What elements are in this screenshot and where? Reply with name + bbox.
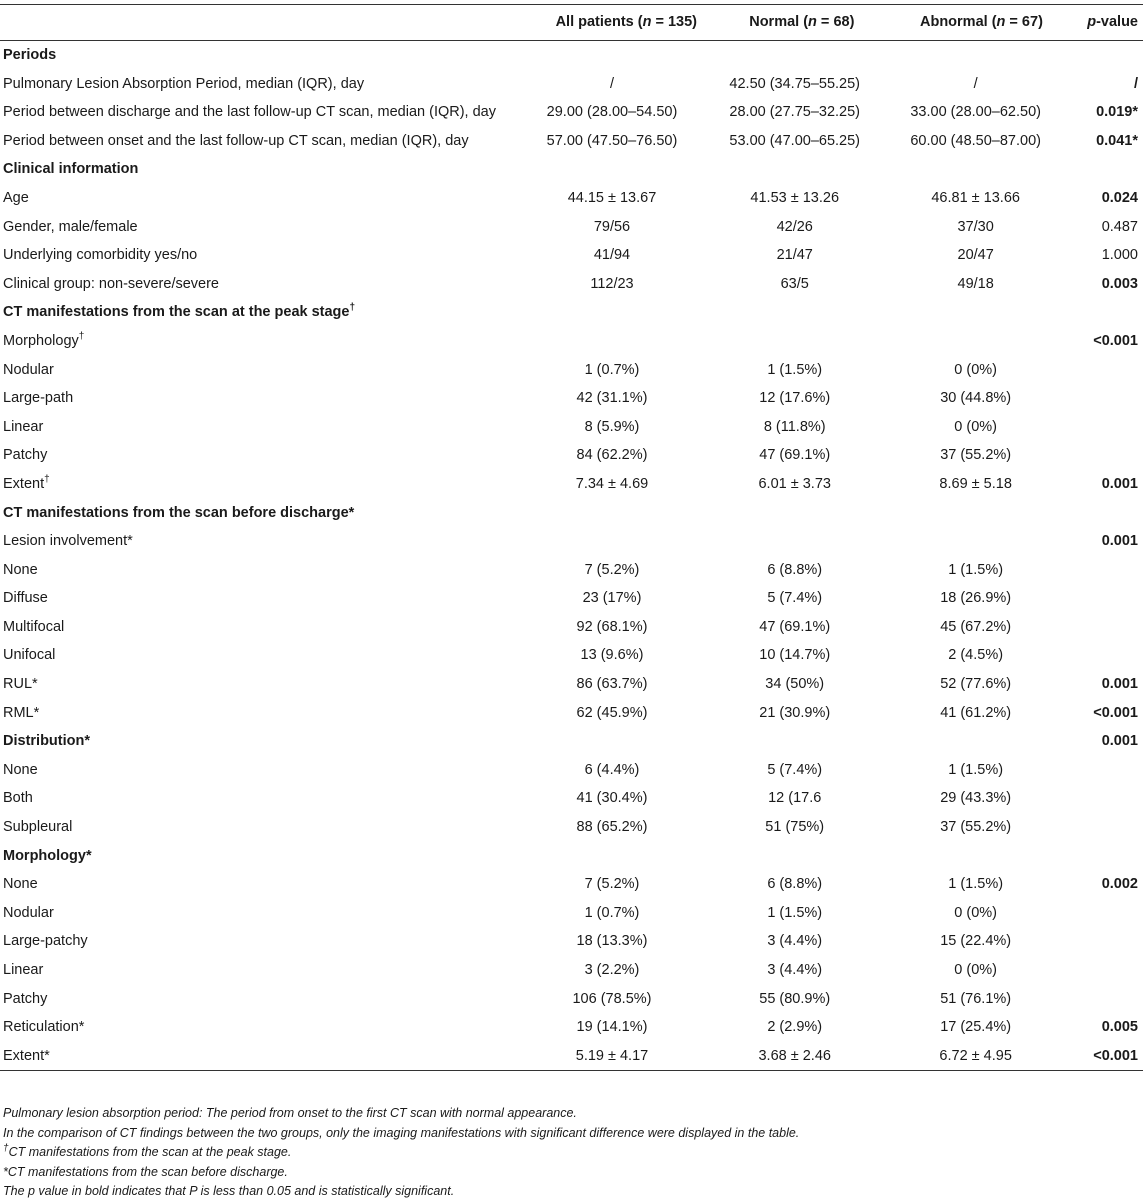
footnote: In the comparison of CT findings between the two groups, only the imaging manifestations with significant difference were displayed in the table. — [3, 1125, 800, 1140]
cell-normal: 21/47 — [776, 247, 813, 264]
table-row — [0, 699, 1143, 728]
cell-normal: 53.00 (47.00–65.25) — [729, 132, 861, 149]
results-table — [0, 4, 1143, 1071]
cell-all-patients: 62 (45.9%) — [576, 704, 648, 721]
cell-normal: 34 (50%) — [765, 676, 825, 693]
row-label: Large-patchy — [3, 933, 88, 950]
cell-abnormal: 37 (55.2%) — [940, 447, 1012, 464]
table-row — [0, 784, 1143, 813]
cell-abnormal: 0 (0%) — [954, 962, 998, 978]
table-row — [0, 184, 1143, 213]
header-cell-abnormal: Abnormal (n = 67) — [920, 14, 1043, 30]
cell-p-value — [1065, 356, 1143, 385]
cell-normal: 6.01 ± 3.73 — [758, 475, 831, 492]
cell-p-value — [1065, 985, 1143, 1014]
cell-abnormal — [886, 155, 1064, 184]
row-label: Nodular — [3, 361, 54, 378]
cell-normal — [703, 298, 886, 327]
cell-normal: 3 (4.4%) — [767, 962, 823, 978]
cell-all-patients: 5.19 ± 4.17 — [575, 1047, 649, 1064]
cell-abnormal: 8.69 ± 5.18 — [939, 475, 1012, 492]
cell-p-value: 0.001 — [1101, 733, 1138, 750]
cell-normal: 21 (30.9%) — [759, 704, 831, 721]
cell-all-patients: 18 (13.3%) — [576, 933, 648, 950]
row-label: Distribution* — [3, 733, 90, 750]
cell-all-patients: 1 (0.7%) — [584, 904, 640, 921]
cell-normal: 51 (75%) — [765, 819, 825, 836]
cell-normal: 63/5 — [780, 275, 809, 292]
table-row — [0, 241, 1143, 270]
cell-all-patients: 19 (14.1%) — [576, 1019, 648, 1036]
table-row — [0, 213, 1143, 242]
cell-normal — [703, 527, 886, 556]
cell-all-patients: / — [609, 75, 614, 92]
row-label: Patchy — [3, 990, 48, 1007]
cell-abnormal — [886, 727, 1064, 756]
header-cell-p-value: p-value — [1087, 14, 1138, 30]
cell-all-patients: 7 (5.2%) — [584, 561, 640, 578]
row-label: Period between discharge and the last follow-up CT scan, median (IQR), day — [3, 104, 496, 121]
table-row — [0, 127, 1143, 156]
cell-normal: 3.68 ± 2.46 — [758, 1047, 831, 1064]
row-label: Patchy — [3, 447, 48, 464]
cell-p-value: / — [1133, 75, 1138, 92]
cell-all-patients: 84 (62.2%) — [576, 447, 648, 464]
row-label: None — [3, 876, 38, 893]
cell-p-value: 0.041* — [1096, 132, 1138, 149]
section-row — [0, 298, 1143, 327]
row-label: Period between onset and the last follow-up CT scan, median (IQR), day — [3, 132, 469, 149]
cell-p-value: 0.001 — [1101, 533, 1138, 550]
cell-all-patients — [521, 298, 703, 327]
cell-abnormal: 60.00 (48.50–87.00) — [910, 132, 1041, 149]
cell-p-value — [1065, 613, 1143, 642]
section-row — [0, 41, 1143, 70]
cell-abnormal: 2 (4.5%) — [948, 647, 1004, 664]
row-label: Both — [3, 790, 33, 807]
cell-p-value: 0.019* — [1096, 104, 1138, 121]
cell-all-patients — [521, 155, 703, 184]
cell-abnormal — [886, 527, 1064, 556]
table-row — [0, 613, 1143, 642]
cell-p-value: 1.000 — [1101, 247, 1138, 264]
cell-all-patients: 41/94 — [593, 247, 631, 264]
row-label: None — [3, 561, 38, 578]
cell-abnormal — [886, 499, 1064, 528]
cell-p-value — [1065, 384, 1143, 413]
cell-p-value — [1065, 584, 1143, 613]
cell-normal: 2 (2.9%) — [767, 1019, 823, 1036]
row-label: Morphology* — [3, 847, 92, 864]
footnote: Pulmonary lesion absorption period: The period from onset to the first CT scan with normal appearance. — [3, 1106, 577, 1120]
cell-p-value — [1065, 499, 1143, 528]
table-row — [0, 641, 1143, 670]
cell-normal: 10 (14.7%) — [759, 647, 831, 664]
table-row — [0, 98, 1143, 127]
section-row — [0, 499, 1143, 528]
table-row — [0, 327, 1143, 356]
cell-normal: 1 (1.5%) — [767, 904, 823, 921]
row-label: CT manifestations from the scan at the peak stage† — [3, 302, 356, 321]
cell-p-value: 0.001 — [1101, 475, 1138, 492]
cell-p-value — [1065, 641, 1143, 670]
section-row — [0, 727, 1143, 756]
row-label: Underlying comorbidity yes/no — [3, 247, 198, 264]
row-label: Periods — [3, 47, 57, 63]
row-label: Large-path — [3, 390, 74, 407]
cell-all-patients: 44.15 ± 13.67 — [567, 189, 657, 206]
cell-p-value: <0.001 — [1093, 332, 1138, 349]
cell-normal: 41.53 ± 13.26 — [750, 189, 840, 206]
cell-abnormal: 33.00 (28.00–62.50) — [910, 104, 1041, 121]
footnote: The p value in bold indicates that P is less than 0.05 and is statistically significant. — [3, 1184, 455, 1199]
cell-all-patients: 112/23 — [590, 275, 634, 292]
cell-normal: 1 (1.5%) — [767, 361, 823, 378]
cell-abnormal: 1 (1.5%) — [948, 561, 1004, 578]
cell-p-value — [1065, 899, 1143, 928]
cell-abnormal: 37/30 — [957, 218, 994, 235]
row-label: Nodular — [3, 904, 54, 921]
cell-abnormal: 15 (22.4%) — [940, 933, 1012, 950]
row-label: Unifocal — [3, 647, 56, 664]
row-label: RML* — [3, 704, 40, 721]
row-label: Diffuse — [3, 590, 48, 607]
table-row — [0, 927, 1143, 956]
cell-abnormal: 1 (1.5%) — [948, 876, 1004, 893]
cell-normal: 3 (4.4%) — [767, 933, 823, 950]
cell-normal: 47 (69.1%) — [759, 447, 831, 464]
row-label: Subpleural — [3, 819, 73, 836]
cell-abnormal — [886, 298, 1064, 327]
cell-normal: 42.50 (34.75–55.25) — [729, 75, 861, 92]
table-row — [0, 1042, 1143, 1071]
cell-all-patients: 7 (5.2%) — [584, 876, 640, 893]
footnote: *CT manifestations from the scan before discharge. — [3, 1164, 288, 1179]
footnote-marker: † — [44, 474, 50, 486]
cell-normal: 8 (11.8%) — [763, 418, 826, 435]
cell-all-patients — [521, 842, 703, 871]
table-row — [0, 556, 1143, 585]
cell-abnormal: 17 (25.4%) — [940, 1019, 1012, 1036]
cell-all-patients: 92 (68.1%) — [576, 618, 648, 635]
row-label: Multifocal — [3, 618, 65, 635]
cell-all-patients: 29.00 (28.00–54.50) — [546, 104, 678, 121]
table-footnotes — [3, 1104, 799, 1202]
table-row — [0, 527, 1143, 556]
cell-abnormal: 18 (26.9%) — [940, 590, 1012, 607]
cell-abnormal: 0 (0%) — [954, 904, 998, 921]
cell-p-value: 0.024 — [1101, 189, 1138, 206]
cell-p-value: <0.001 — [1093, 1047, 1138, 1064]
cell-p-value: 0.487 — [1101, 218, 1138, 235]
cell-normal: 28.00 (27.75–32.25) — [729, 104, 861, 121]
row-label: Clinical group: non-severe/severe — [3, 275, 219, 292]
cell-p-value — [1065, 756, 1143, 785]
table-row — [0, 584, 1143, 613]
cell-p-value: 0.003 — [1101, 275, 1138, 292]
cell-normal: 12 (17.6 — [768, 790, 822, 807]
cell-p-value — [1065, 842, 1143, 871]
cell-all-patients: 57.00 (47.50–76.50) — [546, 132, 678, 149]
cell-p-value — [1065, 155, 1143, 184]
cell-all-patients: 79/56 — [593, 218, 631, 235]
table-row — [0, 756, 1143, 785]
table-row — [0, 899, 1143, 928]
table-row — [0, 670, 1143, 699]
section-row — [0, 842, 1143, 871]
cell-abnormal: 29 (43.3%) — [940, 790, 1012, 807]
cell-p-value — [1065, 556, 1143, 585]
cell-abnormal: 45 (67.2%) — [940, 618, 1012, 635]
cell-normal: 6 (8.8%) — [767, 561, 823, 578]
header-cell-all-patients: All patients (n = 135) — [555, 14, 698, 30]
cell-normal: 12 (17.6%) — [759, 390, 831, 407]
cell-all-patients — [521, 727, 703, 756]
cell-normal: 5 (7.4%) — [767, 590, 823, 607]
footnote: †CT manifestations from the scan at the peak stage. — [3, 1143, 292, 1160]
row-label: Lesion involvement* — [3, 533, 133, 550]
cell-abnormal: 6.72 ± 4.95 — [939, 1047, 1012, 1064]
header-cell-normal: Normal (n = 68) — [749, 14, 855, 30]
table-row — [0, 956, 1143, 985]
cell-all-patients — [521, 499, 703, 528]
cell-all-patients: 88 (65.2%) — [576, 819, 648, 836]
cell-all-patients: 13 (9.6%) — [580, 647, 644, 664]
row-label: RUL* — [3, 676, 38, 693]
cell-all-patients: 7.34 ± 4.69 — [575, 475, 649, 492]
table-row — [0, 270, 1143, 299]
footnote-marker: † — [3, 1143, 9, 1155]
cell-all-patients: 86 (63.7%) — [576, 676, 648, 693]
row-label: Extent† — [3, 474, 50, 492]
cell-all-patients — [521, 327, 703, 356]
cell-normal — [703, 155, 886, 184]
table-row — [0, 356, 1143, 385]
cell-abnormal — [886, 41, 1064, 70]
row-label: Extent* — [3, 1047, 50, 1064]
cell-abnormal: 30 (44.8%) — [940, 390, 1012, 407]
cell-p-value — [1065, 784, 1143, 813]
table-row — [0, 813, 1143, 842]
table-row — [0, 1013, 1143, 1042]
table-row — [0, 384, 1143, 413]
header-cell-label — [0, 5, 521, 41]
footnote-marker: † — [78, 331, 85, 343]
cell-abnormal: 1 (1.5%) — [948, 761, 1004, 778]
table-body — [0, 41, 1143, 1071]
cell-normal — [703, 727, 886, 756]
cell-p-value: 0.005 — [1101, 1019, 1138, 1036]
table-row — [0, 413, 1143, 442]
cell-p-value: <0.001 — [1093, 704, 1138, 721]
cell-all-patients: 41 (30.4%) — [576, 790, 648, 807]
cell-abnormal: 0 (0%) — [954, 418, 998, 435]
cell-abnormal: 37 (55.2%) — [940, 819, 1012, 836]
cell-abnormal: 52 (77.6%) — [940, 676, 1012, 693]
row-label: Linear — [3, 418, 44, 435]
cell-all-patients: 1 (0.7%) — [584, 361, 640, 378]
cell-abnormal: 49/18 — [957, 275, 994, 292]
row-label: Reticulation* — [3, 1019, 85, 1036]
table-row — [0, 470, 1143, 499]
cell-p-value — [1065, 813, 1143, 842]
cell-p-value — [1065, 298, 1143, 327]
table-header — [0, 5, 1143, 41]
cell-normal — [703, 842, 886, 871]
cell-all-patients: 3 (2.2%) — [584, 962, 640, 978]
row-label: Linear — [3, 962, 44, 978]
cell-normal: 6 (8.8%) — [767, 876, 823, 893]
cell-abnormal: 0 (0%) — [954, 361, 998, 378]
cell-p-value — [1065, 956, 1143, 985]
table-row — [0, 985, 1143, 1014]
row-label: Age — [3, 189, 29, 206]
cell-normal — [703, 327, 886, 356]
cell-p-value — [1065, 441, 1143, 470]
cell-all-patients: 106 (78.5%) — [572, 990, 652, 1007]
cell-normal: 42/26 — [776, 218, 813, 235]
cell-all-patients: 6 (4.4%) — [584, 761, 640, 778]
cell-all-patients — [521, 41, 703, 70]
cell-p-value — [1065, 41, 1143, 70]
table-row — [0, 870, 1143, 899]
table-row — [0, 441, 1143, 470]
cell-all-patients: 42 (31.1%) — [576, 390, 648, 407]
cell-normal: 55 (80.9%) — [759, 990, 831, 1007]
section-row — [0, 155, 1143, 184]
cell-normal — [703, 499, 886, 528]
row-label: Morphology† — [3, 331, 85, 349]
row-label: Clinical information — [3, 161, 139, 178]
cell-abnormal: 41 (61.2%) — [940, 704, 1012, 721]
cell-all-patients: 8 (5.9%) — [584, 418, 640, 435]
cell-all-patients: 23 (17%) — [582, 590, 642, 607]
cell-normal: 47 (69.1%) — [759, 618, 831, 635]
cell-abnormal — [886, 327, 1064, 356]
row-label: Pulmonary Lesion Absorption Period, median (IQR), day — [3, 75, 365, 92]
footnote-marker: † — [349, 302, 356, 314]
cell-normal: 5 (7.4%) — [767, 761, 823, 778]
table-row — [0, 70, 1143, 99]
row-label: CT manifestations from the scan before discharge* — [3, 504, 355, 521]
cell-p-value: 0.002 — [1101, 876, 1138, 893]
header-row — [0, 5, 1143, 41]
cell-all-patients — [521, 527, 703, 556]
cell-p-value — [1065, 927, 1143, 956]
cell-abnormal: / — [973, 75, 978, 92]
cell-p-value — [1065, 413, 1143, 442]
cell-p-value: 0.001 — [1101, 676, 1138, 693]
row-label: Gender, male/female — [3, 218, 138, 235]
cell-abnormal: 20/47 — [957, 247, 994, 264]
cell-abnormal — [886, 842, 1064, 871]
row-label: None — [3, 761, 38, 778]
cell-normal — [703, 41, 886, 70]
cell-abnormal: 46.81 ± 13.66 — [931, 189, 1020, 206]
cell-abnormal: 51 (76.1%) — [940, 990, 1012, 1007]
